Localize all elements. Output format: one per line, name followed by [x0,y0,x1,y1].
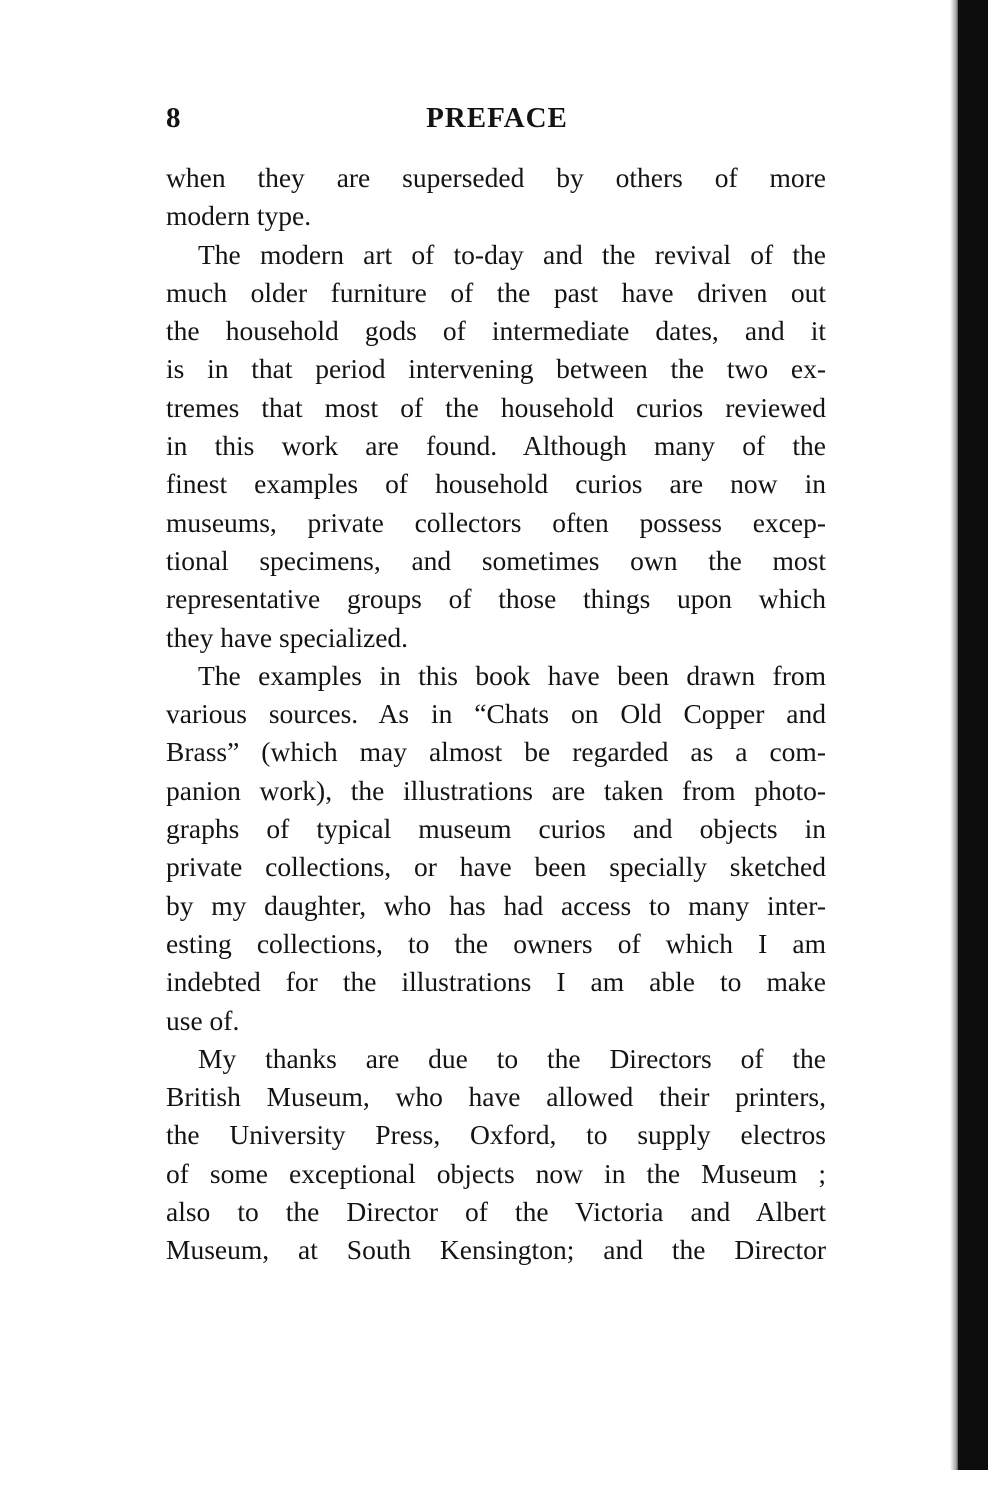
text-line: British Museum, who have allowed their printers, [166,1081,826,1113]
scanned-page-edge [958,0,988,1470]
text-line: Museum, at South Kensington; and the Director [166,1234,826,1266]
text-line: esting collections, to the owners of which I am [166,927,826,959]
text-line: when they are superseded by others of more [166,162,826,193]
text-line: of some exceptional objects now in the Museum ; [166,1157,826,1189]
text-line: finest examples of household curios are now in [166,468,826,500]
text-line: the University Press, Oxford, to supply electros [166,1119,826,1151]
text-line: much older furniture of the past have driven out [166,276,826,308]
text-line: the household gods of intermediate dates, and it [166,315,826,347]
text-line: panion work), the illustrations are taken from photo- [166,774,826,806]
text-line: museums, private collectors often possess excep- [166,506,826,538]
text-line: in this work are found. Although many of the [166,430,826,462]
text-line: by my daughter, who has had access to many inter- [166,889,826,921]
text-line: they have specialized. [166,621,409,653]
text-line: tremes that most of the household curios reviewed [166,391,826,423]
text-line: The modern art of to-day and the revival of the [198,238,826,270]
text-line: tional specimens, and sometimes own the most [166,544,826,576]
text-line: representative groups of those things upon which [166,583,826,615]
text-line: also to the Director of the Victoria and Albert [166,1196,826,1228]
text-line: private collections, or have been specially sketched [166,851,826,883]
text-line: use of. [166,1004,240,1036]
text-line: is in that period intervening between the two ex- [166,353,826,385]
text-line: indebted for the illustrations I am able to make [166,966,826,998]
text-line: modern type. [166,200,312,232]
text-line: various sources. As in “Chats on Old Copper and [166,698,826,730]
text-line: graphs of typical museum curios and objects in [166,813,826,845]
text-line: Brass” (which may almost be regarded as a com- [166,736,826,768]
text-line: The examples in this book have been drawn from [198,659,826,691]
page-number: 8 [166,102,181,134]
text-line: My thanks are due to the Directors of the [198,1042,826,1074]
running-head: PREFACE [426,102,568,134]
page-body [166,159,826,1270]
